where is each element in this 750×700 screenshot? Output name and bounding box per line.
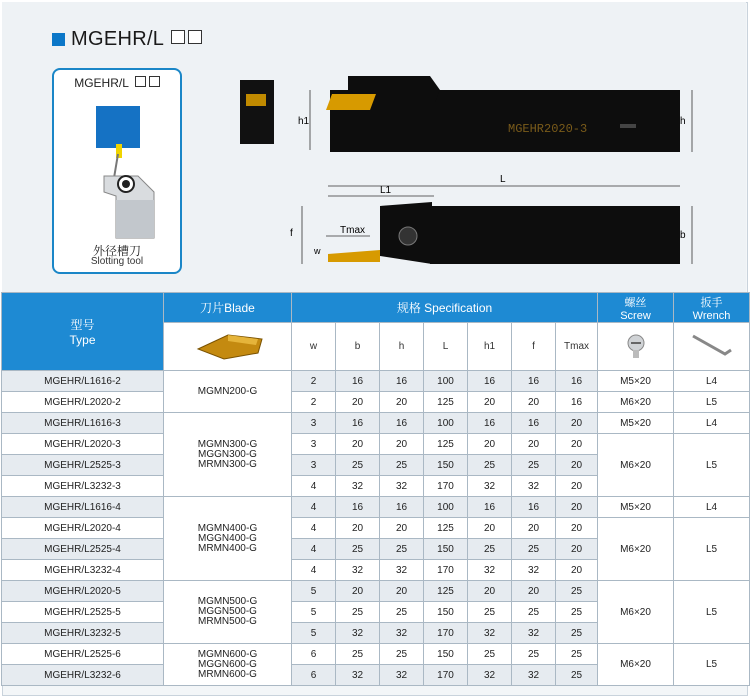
spec-cell: 20	[468, 434, 512, 455]
spec-cell: 20	[512, 392, 556, 413]
wrench-cell: L5	[674, 434, 750, 497]
screw-cell: M5×20	[598, 497, 674, 518]
title-square-icon	[52, 33, 65, 46]
spec-cell: 16	[468, 371, 512, 392]
spec-cell: 150	[424, 644, 468, 665]
spec-cell: 32	[336, 476, 380, 497]
dim-h1: h1	[298, 116, 310, 127]
col-h: h	[380, 323, 424, 371]
spec-cell: 25	[380, 539, 424, 560]
spec-cell: 32	[468, 665, 512, 686]
dim-w: w	[314, 246, 321, 256]
type-cell: MGEHR/L1616-3	[2, 413, 164, 434]
table-row	[2, 392, 750, 413]
spec-cell: 20	[556, 413, 598, 434]
table-row	[2, 581, 750, 602]
wrench-cell: L4	[674, 371, 750, 392]
table-row	[2, 371, 750, 392]
dim-b: b	[680, 230, 686, 241]
wrench-cell: L4	[674, 497, 750, 518]
spec-cell: 25	[380, 455, 424, 476]
screw-header: 螺丝 Screw	[598, 293, 674, 323]
spec-cell: 20	[380, 434, 424, 455]
spec-cell: 16	[336, 413, 380, 434]
spec-cell: 32	[380, 476, 424, 497]
spec-cell: 20	[336, 392, 380, 413]
spec-cell: 16	[336, 497, 380, 518]
spec-cell: 4	[292, 560, 336, 581]
wrench-icon	[687, 330, 737, 360]
dim-h: h	[680, 116, 686, 127]
screw-cell: M6×20	[598, 581, 674, 644]
spec-cell: 3	[292, 413, 336, 434]
spec-cell: 20	[512, 581, 556, 602]
type-cell: MGEHR/L3232-4	[2, 560, 164, 581]
spec-cell: 32	[336, 560, 380, 581]
wrench-header: 扳手 Wrench	[674, 293, 750, 323]
spec-cell: 20	[512, 434, 556, 455]
page-title	[52, 28, 202, 51]
spec-cell: 170	[424, 665, 468, 686]
col-b: b	[336, 323, 380, 371]
spec-cell: 25	[336, 644, 380, 665]
spec-cell: 100	[424, 497, 468, 518]
spec-cell: 20	[336, 518, 380, 539]
spec-cell: 25	[380, 602, 424, 623]
spec-cell: 150	[424, 455, 468, 476]
table-row	[2, 518, 750, 539]
spec-cell: 20	[556, 434, 598, 455]
inset-panel	[52, 68, 182, 274]
spec-cell: 16	[380, 497, 424, 518]
wrench-cell: L4	[674, 413, 750, 434]
tool-marking: MGEHR2020-3	[508, 122, 588, 136]
spec-cell: 32	[380, 560, 424, 581]
blade-header: 刀片Blade	[164, 293, 292, 323]
type-cell: MGEHR/L3232-3	[2, 476, 164, 497]
spec-cell: 16	[380, 413, 424, 434]
wrench-cell: L5	[674, 644, 750, 686]
screw-cell: M6×20	[598, 518, 674, 581]
spec-cell: 170	[424, 476, 468, 497]
blade-insert-icon	[188, 327, 268, 363]
spec-cell: 32	[468, 476, 512, 497]
spec-cell: 25	[468, 455, 512, 476]
col-w: w	[292, 323, 336, 371]
spec-cell: 25	[336, 602, 380, 623]
spec-cell: 25	[556, 665, 598, 686]
spec-cell: 25	[336, 539, 380, 560]
spec-cell: 170	[424, 623, 468, 644]
spec-cell: 5	[292, 623, 336, 644]
type-header: 型号 Type	[2, 293, 164, 371]
spec-cell: 20	[556, 518, 598, 539]
wrench-image	[674, 323, 750, 371]
spec-cell: 125	[424, 392, 468, 413]
screw-cell: M5×20	[598, 371, 674, 392]
spec-cell: 20	[468, 392, 512, 413]
type-cell: MGEHR/L2525-5	[2, 602, 164, 623]
spec-cell: 25	[512, 455, 556, 476]
inset-caption-cn: 外径槽刀	[92, 244, 141, 258]
spec-cell: 150	[424, 602, 468, 623]
spec-cell: 125	[424, 518, 468, 539]
spec-cell: 20	[556, 455, 598, 476]
spec-cell: 20	[556, 497, 598, 518]
spec-cell: 25	[512, 539, 556, 560]
dim-Tmax: Tmax	[340, 225, 365, 236]
wrench-cell: L5	[674, 581, 750, 644]
type-cell: MGEHR/L2525-3	[2, 455, 164, 476]
spec-table	[1, 292, 750, 686]
spec-cell: 2	[292, 371, 336, 392]
spec-cell: 32	[512, 560, 556, 581]
spec-cell: 20	[556, 539, 598, 560]
dim-L: L	[500, 174, 506, 185]
spec-cell: 32	[380, 665, 424, 686]
screw-image	[598, 323, 674, 371]
spec-cell: 32	[512, 476, 556, 497]
spec-cell: 100	[424, 371, 468, 392]
type-cell: MGEHR/L2020-2	[2, 392, 164, 413]
inset-title	[54, 76, 180, 90]
spec-cell: 20	[336, 581, 380, 602]
spec-cell: 16	[512, 371, 556, 392]
spec-cell: 32	[512, 665, 556, 686]
spec-cell: 32	[512, 623, 556, 644]
wrench-cell: L5	[674, 518, 750, 581]
blade-cell: MGMN200-G	[164, 371, 292, 413]
spec-cell: 3	[292, 455, 336, 476]
spec-cell: 25	[556, 644, 598, 665]
title-text: MGEHR/L	[71, 28, 165, 50]
title-box-icon	[168, 30, 202, 49]
blade-image	[164, 323, 292, 371]
col-f: f	[512, 323, 556, 371]
spec-cell: 16	[512, 497, 556, 518]
spec-cell: 20	[380, 392, 424, 413]
col-Tmax: Tmax	[556, 323, 598, 371]
screw-cell: M6×20	[598, 392, 674, 413]
wrench-cell: L5	[674, 392, 750, 413]
type-cell: MGEHR/L2020-3	[2, 434, 164, 455]
spec-cell: 16	[556, 371, 598, 392]
spec-cell: 125	[424, 434, 468, 455]
spec-cell: 20	[380, 581, 424, 602]
spec-cell: 16	[380, 371, 424, 392]
dim-L1: L1	[380, 185, 392, 196]
screw-cell: M5×20	[598, 413, 674, 434]
spec-cell: 20	[556, 476, 598, 497]
screw-cell: M6×20	[598, 644, 674, 686]
slotting-tool-illustration	[54, 96, 180, 246]
spec-cell: 4	[292, 497, 336, 518]
type-cell: MGEHR/L3232-5	[2, 623, 164, 644]
spec-cell: 16	[468, 497, 512, 518]
spec-cell: 16	[468, 413, 512, 434]
spec-cell: 4	[292, 476, 336, 497]
spec-cell: 25	[556, 581, 598, 602]
type-cell: MGEHR/L2020-4	[2, 518, 164, 539]
spec-cell: 20	[468, 518, 512, 539]
spec-cell: 20	[556, 560, 598, 581]
spec-cell: 16	[556, 392, 598, 413]
spec-cell: 25	[512, 644, 556, 665]
screw-icon	[621, 330, 651, 360]
table-row	[2, 413, 750, 434]
blade-cell: MGMN400-G MGGN400-G MRMN400-G	[164, 497, 292, 581]
spec-header: 规格 Specification	[292, 293, 598, 323]
spec-cell: 4	[292, 539, 336, 560]
type-cell: MGEHR/L1616-2	[2, 371, 164, 392]
spec-cell: 6	[292, 665, 336, 686]
spec-cell: 25	[556, 602, 598, 623]
spec-cell: 6	[292, 644, 336, 665]
spec-cell: 20	[468, 581, 512, 602]
inset-box-icon	[132, 76, 160, 90]
type-cell: MGEHR/L3232-6	[2, 665, 164, 686]
spec-cell: 5	[292, 602, 336, 623]
col-h1: h1	[468, 323, 512, 371]
table-row	[2, 497, 750, 518]
spec-cell: 25	[556, 623, 598, 644]
spec-cell: 25	[468, 539, 512, 560]
spec-cell: 25	[336, 455, 380, 476]
spec-cell: 32	[468, 623, 512, 644]
tool-drawing	[230, 66, 730, 286]
blade-cell: MGMN500-G MGGN500-G MRMN500-G	[164, 581, 292, 644]
spec-cell: 25	[468, 644, 512, 665]
type-cell: MGEHR/L2525-6	[2, 644, 164, 665]
spec-cell: 32	[336, 665, 380, 686]
spec-cell: 25	[468, 602, 512, 623]
table-row	[2, 644, 750, 665]
spec-cell: 32	[336, 623, 380, 644]
spec-cell: 150	[424, 539, 468, 560]
col-L: L	[424, 323, 468, 371]
blade-cell: MGMN300-G MGGN300-G MRMN300-G	[164, 413, 292, 497]
spec-cell: 2	[292, 392, 336, 413]
spec-cell: 32	[380, 623, 424, 644]
spec-cell: 20	[380, 518, 424, 539]
inset-title-text: MGEHR/L	[74, 76, 129, 90]
spec-cell: 170	[424, 560, 468, 581]
inset-caption-en: Slotting tool	[90, 256, 144, 267]
spec-cell: 20	[336, 434, 380, 455]
spec-cell: 16	[336, 371, 380, 392]
spec-cell: 125	[424, 581, 468, 602]
type-cell: MGEHR/L2525-4	[2, 539, 164, 560]
spec-cell: 16	[512, 413, 556, 434]
type-cell: MGEHR/L1616-4	[2, 497, 164, 518]
spec-cell: 25	[380, 644, 424, 665]
blade-cell: MGMN600-G MGGN600-G MRMN600-G	[164, 644, 292, 686]
type-cell: MGEHR/L2020-5	[2, 581, 164, 602]
table-row	[2, 434, 750, 455]
spec-cell: 100	[424, 413, 468, 434]
spec-cell: 3	[292, 434, 336, 455]
spec-cell: 25	[512, 602, 556, 623]
screw-cell: M6×20	[598, 434, 674, 497]
spec-cell: 4	[292, 518, 336, 539]
dim-f: f	[290, 228, 293, 239]
spec-cell: 5	[292, 581, 336, 602]
spec-cell: 20	[512, 518, 556, 539]
spec-cell: 32	[468, 560, 512, 581]
